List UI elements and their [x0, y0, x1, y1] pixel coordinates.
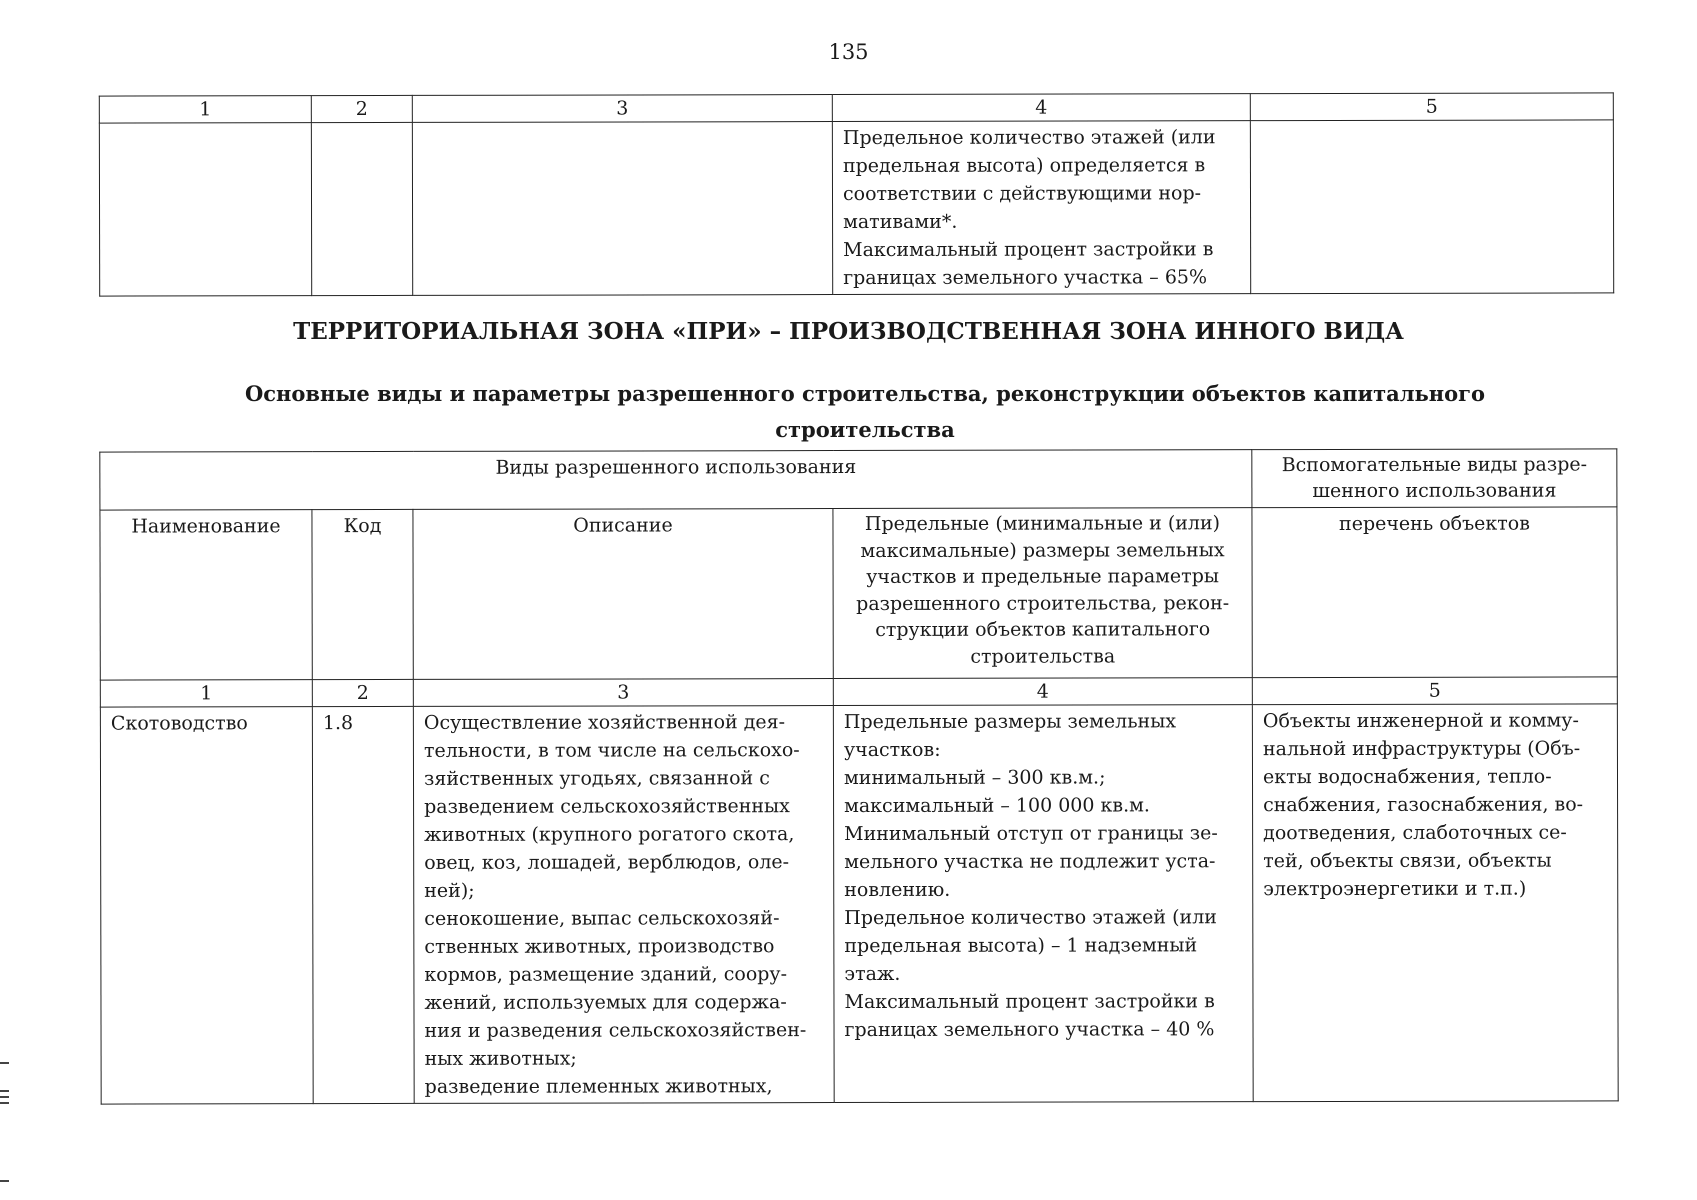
table-row	[99, 120, 1613, 296]
zone-title: ТЕРРИТОРИАЛЬНАЯ ЗОНА «ПРИ» – ПРОИЗВОДСТВЕННАЯ ЗОНА ИННОГО ВИДА	[293, 318, 1404, 345]
scan-margin-mark	[0, 1096, 9, 1098]
section-title-line: Основные виды и параметры разрешенного строительства, реконструкции объектов капитального	[244, 381, 1486, 406]
column-number: 4	[832, 94, 1250, 122]
use-code: 1.8	[322, 712, 354, 735]
limits-line: минимальный – 300 кв.м.;	[843, 766, 1106, 790]
description-line: жений, используемых для содержа-	[424, 991, 787, 1014]
column-number-row	[99, 93, 1613, 123]
description-line: кормов, размещение зданий, соору-	[424, 963, 788, 986]
aux-header-cell	[1252, 449, 1617, 508]
limits-line: максимальный – 100 000 кв.м.	[844, 794, 1150, 818]
description-line: разведением сельскохозяйственных	[424, 795, 790, 818]
limits-line: Максимальный процент застройки в	[844, 990, 1215, 1014]
cell-text-line: Максимальный процент застройки в	[843, 238, 1214, 262]
limits-cell	[832, 121, 1250, 295]
description-line: ния и разведения сельскохозяйствен-	[424, 1019, 807, 1042]
code-cell	[312, 706, 414, 1103]
group-header-row	[100, 449, 1617, 510]
aux-header-line: Вспомогательные виды разре-	[1281, 453, 1588, 477]
description-line: ней);	[424, 879, 475, 902]
header-limits-line: строительства	[970, 644, 1116, 668]
column-number: 5	[1252, 677, 1617, 705]
limits-cell	[833, 705, 1253, 1103]
column-number: 3	[413, 679, 833, 707]
cell-text-line: границах земельного участка – 65%	[843, 266, 1208, 290]
aux-objects-line: доотведения, слаботочных се-	[1263, 821, 1567, 845]
header-cell	[1252, 507, 1617, 678]
description-line: разведение племенных животных,	[424, 1075, 773, 1098]
aux-objects-line: екты водоснабжения, тепло-	[1262, 765, 1552, 789]
scan-margin-mark	[0, 1102, 9, 1104]
limits-line: Минимальный отступ от границы зе-	[844, 822, 1218, 846]
description-line: сенокошение, выпас сельскохозяй-	[424, 907, 780, 930]
limits-line: Предельные размеры земельных	[843, 710, 1177, 734]
limits-line: участков:	[843, 738, 941, 762]
header-objects: перечень объектов	[1339, 512, 1530, 535]
header-limits-line: максимальные) размеры земельных	[860, 538, 1225, 562]
table-row	[100, 704, 1618, 1104]
column-number: 4	[833, 678, 1252, 706]
cell-text-line: соответствии с действующими нор-	[842, 182, 1202, 206]
header-code: Код	[343, 514, 382, 538]
header-name: Наименование	[131, 515, 281, 538]
permitted-use-table	[99, 448, 1618, 1104]
scan-margin-mark	[0, 1090, 9, 1092]
group-header-cell	[100, 450, 1252, 510]
header-limits-line: разрешенного строительства, рекон-	[856, 591, 1230, 615]
header-limits-line: Предельные (минимальные и (или)	[864, 512, 1221, 535]
column-number-row	[100, 677, 1617, 707]
description-line: овец, коз, лошадей, верблюдов, оле-	[424, 851, 790, 874]
limits-line: этаж.	[844, 962, 901, 986]
scan-margin-mark	[0, 1180, 9, 1182]
description-line: животных (крупного рогатого скота,	[424, 823, 795, 846]
column-number: 3	[412, 95, 832, 123]
section-title-line: строительства	[775, 417, 955, 442]
group-header: Виды разрешенного использования	[495, 456, 857, 479]
scan-margin-mark	[0, 1062, 9, 1064]
header-row	[100, 507, 1617, 680]
aux-objects-cell	[1252, 704, 1618, 1102]
description-line: ственных животных, производство	[424, 935, 775, 958]
column-number: 2	[312, 679, 413, 706]
header-cell	[833, 508, 1252, 679]
header-description: Описание	[573, 514, 673, 537]
section-title	[200, 376, 1530, 448]
description-line: ных животных;	[424, 1047, 577, 1070]
column-number: 1	[100, 680, 312, 707]
aux-objects-line: нальной инфраструктуры (Объ-	[1262, 737, 1581, 761]
limits-line: предельная высота) – 1 надземный	[844, 934, 1198, 958]
aux-objects-line: Объекты инженерной и комму-	[1262, 709, 1579, 733]
description-line: Осуществление хозяйственной дея-	[423, 711, 786, 734]
header-cell	[312, 509, 413, 679]
cell-text-line: Предельное количество этажей (или	[842, 126, 1216, 150]
header-cell	[100, 510, 312, 680]
aux-objects-line: тей, объекты связи, объекты	[1263, 849, 1552, 873]
limits-line: Предельное количество этажей (или	[844, 906, 1217, 930]
description-cell	[413, 706, 834, 1104]
continuation-table	[99, 92, 1614, 296]
header-limits-line: участков и предельные параметры	[866, 565, 1219, 588]
use-name: Скотоводство	[110, 712, 248, 735]
description-line: зяйственных угодьях, связанной с	[423, 767, 770, 790]
column-number: 5	[1250, 93, 1613, 121]
aux-objects-line: снабжения, газоснабжения, во-	[1263, 793, 1584, 817]
aux-header-line: шенного использования	[1312, 479, 1557, 503]
page-number: 135	[828, 40, 869, 64]
table-cell	[99, 123, 311, 296]
header-limits-line: струкции объектов капитального	[875, 618, 1211, 641]
column-number: 2	[311, 95, 412, 122]
name-cell	[100, 707, 313, 1104]
limits-line: мельного участка не подлежит уста-	[844, 850, 1216, 874]
table-cell	[412, 122, 832, 296]
header-cell	[413, 509, 833, 680]
description-line: тельности, в том числе на сельскохо-	[423, 739, 800, 762]
table-cell	[1250, 120, 1613, 294]
aux-objects-line: электроэнергетики и т.п.)	[1263, 877, 1527, 901]
limits-line: новлению.	[844, 878, 951, 902]
cell-text-line: мативами*.	[843, 210, 958, 234]
limits-line: границах земельного участка – 40 %	[844, 1018, 1215, 1042]
cell-text-line: предельная высота) определяется в	[842, 154, 1206, 178]
table-cell	[311, 122, 412, 295]
column-number: 1	[99, 96, 311, 123]
